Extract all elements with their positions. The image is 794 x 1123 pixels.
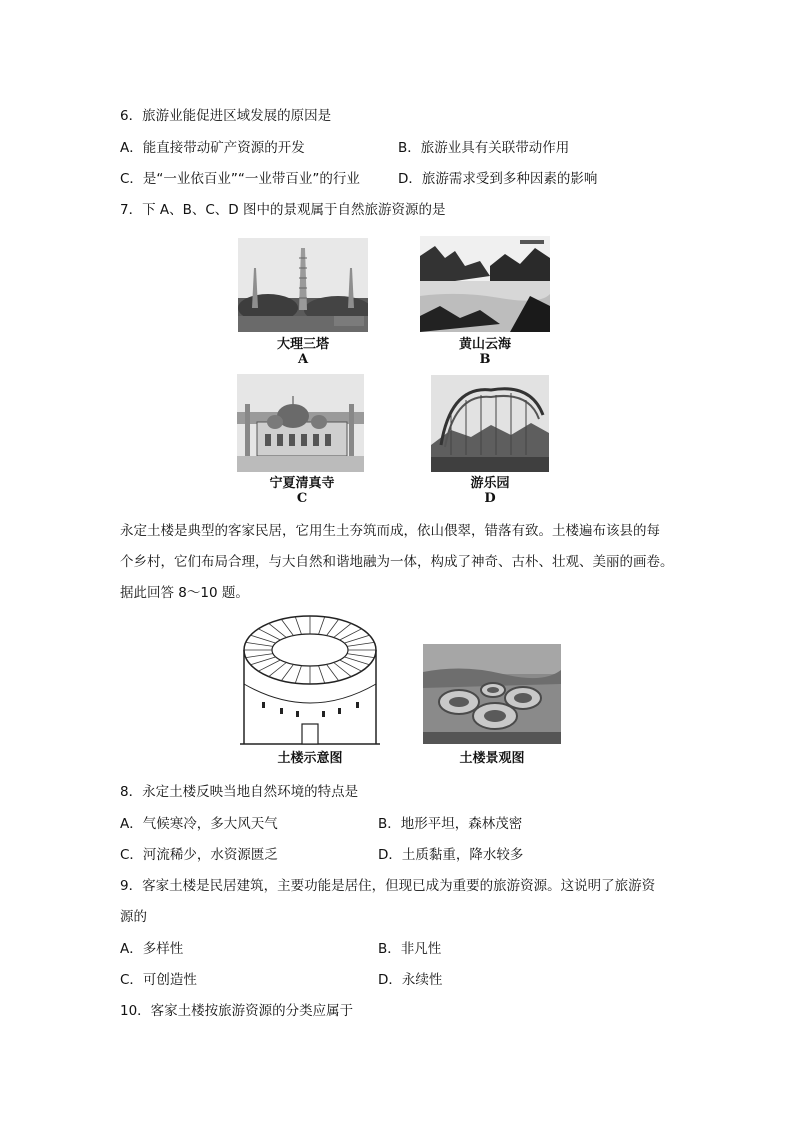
q8-option-a: A．气候寒冷，多大风天气 <box>120 816 278 832</box>
image-huangshan-clouds <box>420 236 550 332</box>
q8-option-c: C．河流稀少，水资源匮乏 <box>120 847 278 863</box>
caption-c-name: 宁夏清真寺 <box>269 476 335 491</box>
q6-option-d: D．旅游需求受到多种因素的影响 <box>398 171 598 187</box>
caption-a-letter: A <box>297 352 309 367</box>
q9-option-c: C．可创造性 <box>120 972 197 988</box>
caption-d-name: 游乐园 <box>470 476 510 491</box>
caption-c-letter: C <box>296 491 308 506</box>
passage-line-1: 永定土楼是典型的客家民居，它用生土夯筑而成，依山偎翠，错落有致。土楼遍布该县的每 <box>120 523 660 539</box>
q6-option-c: C．是“一业依百业”“一业带百业”的行业 <box>120 171 360 187</box>
caption-d-letter: D <box>484 491 496 506</box>
diagram-caption: 土楼示意图 <box>277 751 343 766</box>
q6-option-b: B．旅游业具有关联带动作用 <box>398 140 570 156</box>
tulou-diagram <box>240 612 380 748</box>
q9-option-a: A．多样性 <box>120 941 184 957</box>
q9-stem-line-1: 9．客家土楼是民居建筑，主要功能是居住，但现已成为重要的旅游资源。这说明了旅游资 <box>120 878 656 894</box>
q9-option-b: B．非凡性 <box>378 941 442 957</box>
image-amusement-park <box>431 375 549 472</box>
q7-stem: 7．下 A、B、C、D 图中的景观属于自然旅游资源的是 <box>120 202 446 218</box>
photo-caption: 土楼景观图 <box>459 751 525 766</box>
image-dali-pagodas <box>238 238 368 332</box>
caption-a-name: 大理三塔 <box>276 337 329 352</box>
image-ningxia-mosque <box>237 374 364 472</box>
q9-option-d: D．永续性 <box>378 972 443 988</box>
tulou-photo <box>423 644 561 744</box>
q8-option-b: B．地形平坦，森林茂密 <box>378 816 523 832</box>
q6-option-a: A．能直接带动矿产资源的开发 <box>120 140 305 156</box>
passage-line-3: 据此回答 8～10 题。 <box>120 585 249 601</box>
caption-b-name: 黄山云海 <box>458 337 511 352</box>
caption-b-letter: B <box>479 352 491 367</box>
q8-option-d: D．土质黏重，降水较多 <box>378 847 524 863</box>
passage-line-2: 个乡村，它们布局合理，与大自然和谐地融为一体，构成了神奇、古朴、壮观、美丽的画卷。 <box>120 554 674 570</box>
q9-stem-line-2: 源的 <box>120 909 147 925</box>
q8-stem: 8．永定土楼反映当地自然环境的特点是 <box>120 784 359 800</box>
q10-stem: 10．客家土楼按旅游资源的分类应属于 <box>120 1003 354 1019</box>
q6-stem: 6．旅游业能促进区域发展的原因是 <box>120 108 332 124</box>
